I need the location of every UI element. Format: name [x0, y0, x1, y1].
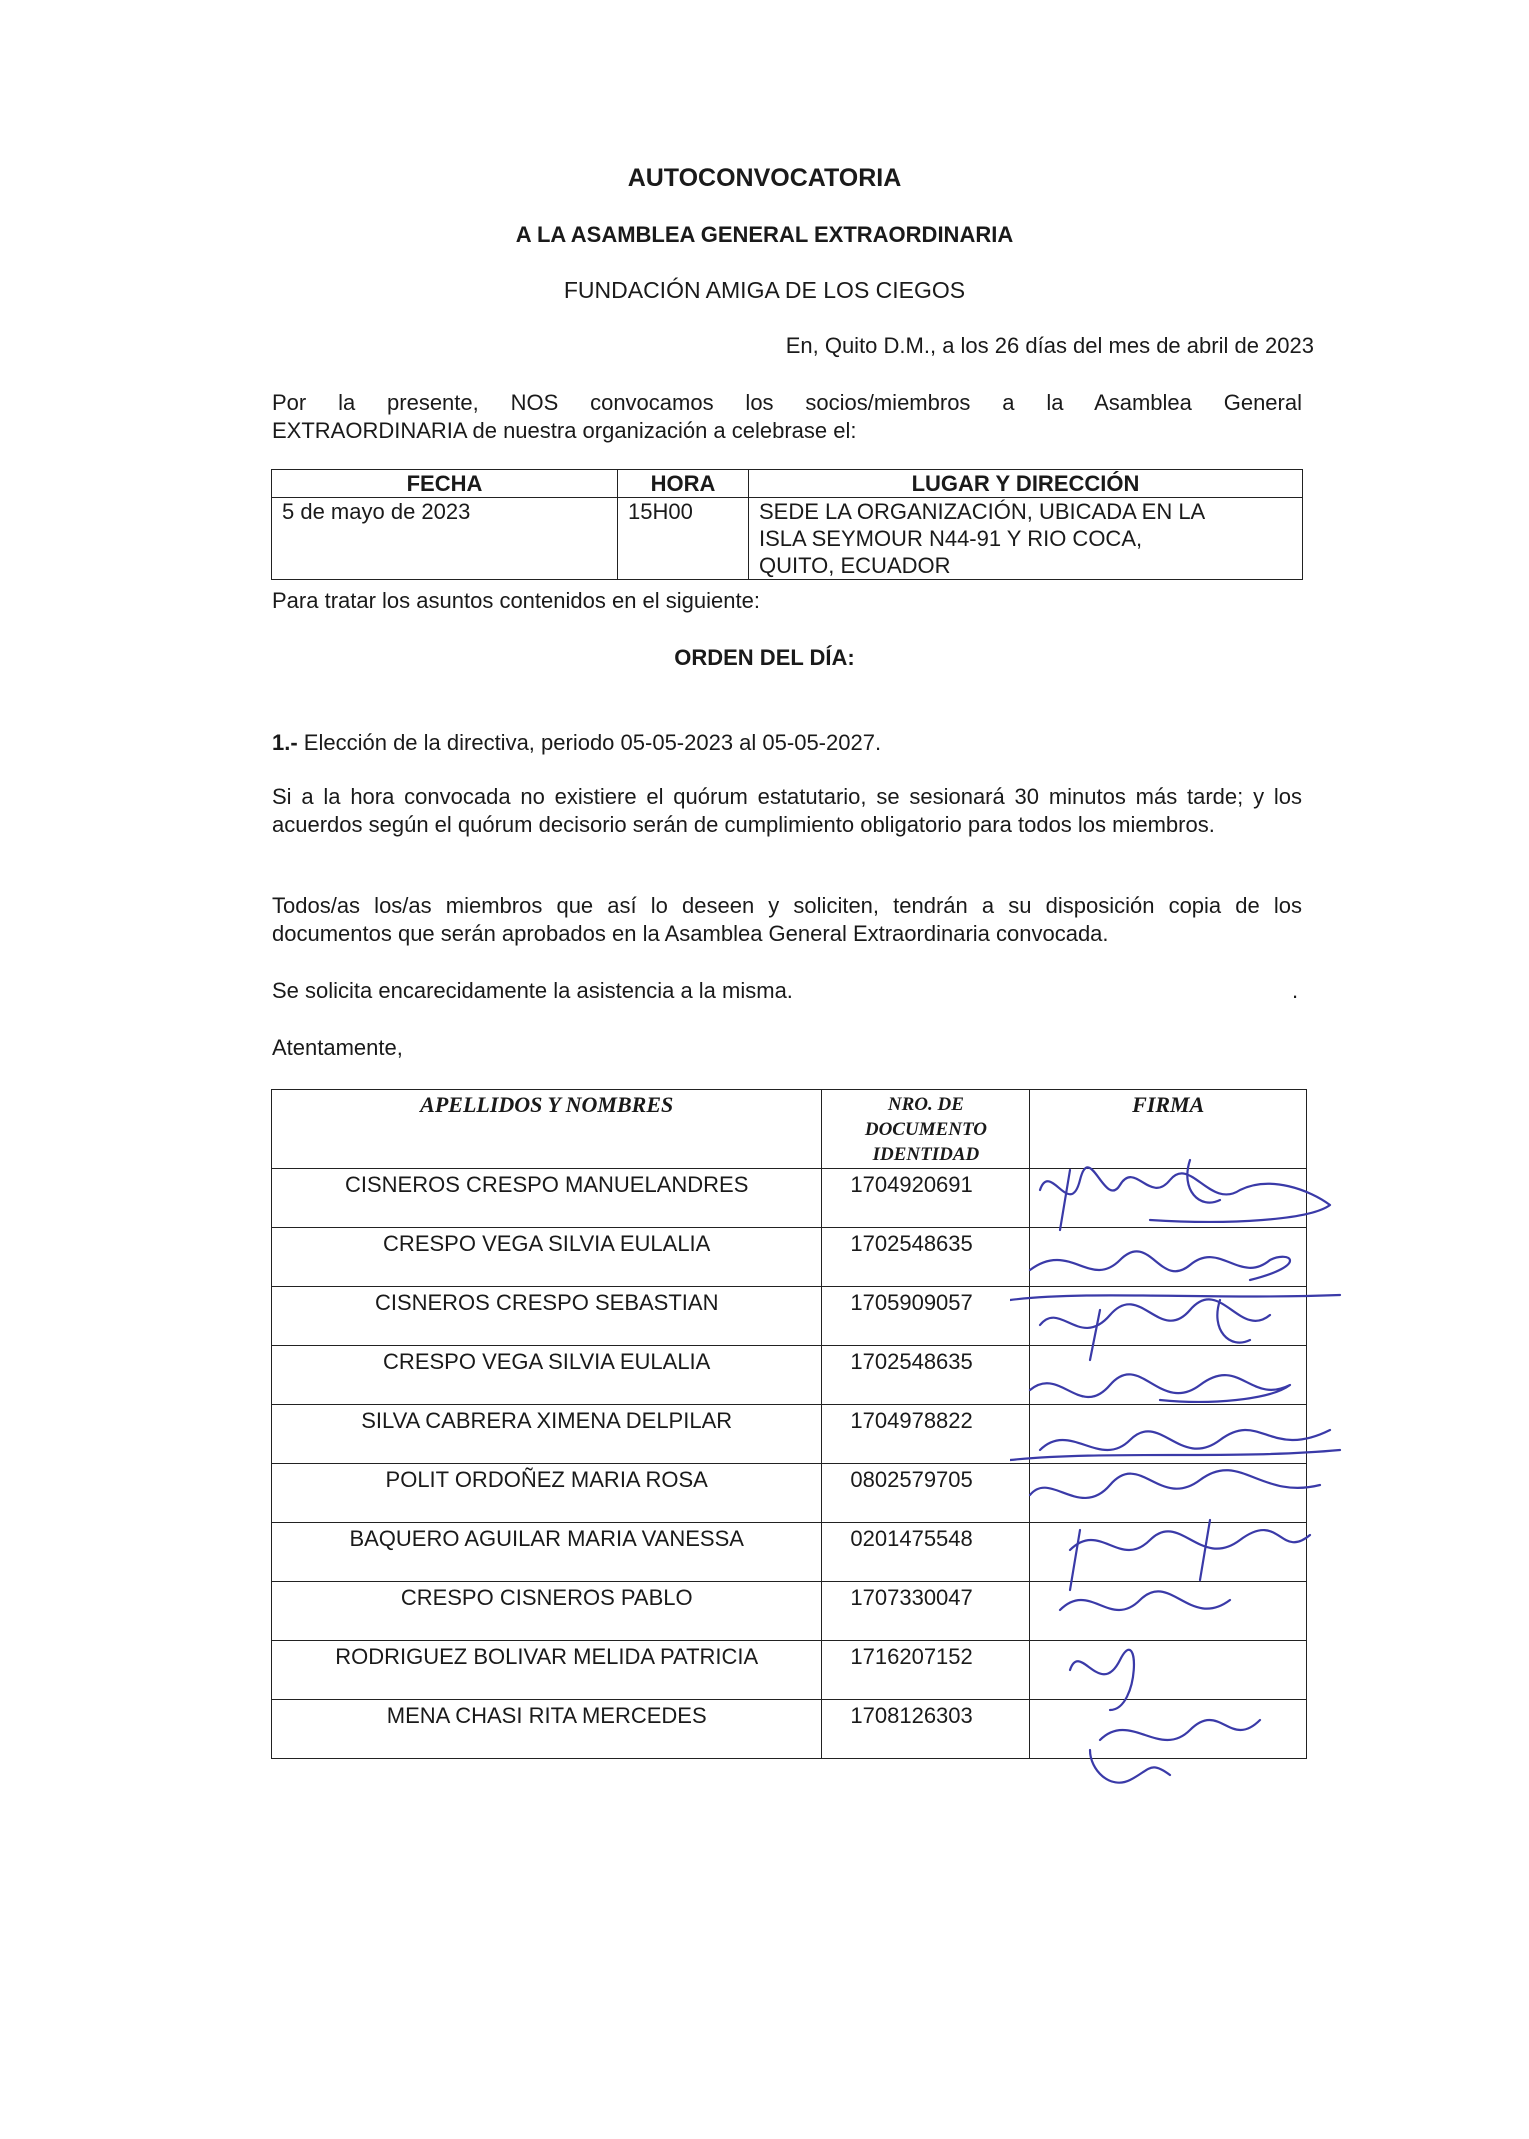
- member-doc: 1716207152: [822, 1641, 1030, 1700]
- member-name: BAQUERO AGUILAR MARIA VANESSA: [272, 1523, 822, 1582]
- header-doc-line-2: DOCUMENTO: [864, 1119, 987, 1140]
- member-name: CISNEROS CRESPO MANUELANDRES: [272, 1169, 822, 1228]
- meeting-lugar: [749, 498, 1303, 580]
- agenda-item-1: [272, 730, 881, 756]
- lugar-line-2: ISLA SEYMOUR N44-91 Y RIO COCA,: [759, 526, 1143, 551]
- document-title: AUTOCONVOCATORIA: [627, 164, 902, 192]
- header-firma: FIRMA: [1030, 1090, 1307, 1169]
- member-name: MENA CHASI RITA MERCEDES: [272, 1700, 822, 1759]
- header-fecha: FECHA: [272, 470, 618, 498]
- meeting-hora: 15H00: [618, 498, 749, 580]
- lugar-line-3: QUITO, ECUADOR: [759, 553, 951, 578]
- closing-salutation: Atentamente,: [272, 1035, 403, 1060]
- agenda-heading: ORDEN DEL DÍA:: [674, 645, 855, 670]
- intro-line-1: Por la presente, NOS convocamos los socios/miembros a la Asamblea General: [272, 390, 1302, 415]
- member-doc: 0802579705: [822, 1464, 1030, 1523]
- handwritten-signatures-icon: [1010, 1150, 1350, 1790]
- documents-paragraph: Todos/as los/as miembros que así lo deseen y soliciten, tendrán a su disposición copia de los documentos que serán aprobados en la Asamblea General Extraordinaria convocada.: [272, 893, 1302, 946]
- member-doc: 1705909057: [822, 1287, 1030, 1346]
- header-names: APELLIDOS Y NOMBRES: [272, 1090, 822, 1169]
- organization-name: FUNDACIÓN AMIGA DE LOS CIEGOS: [563, 277, 966, 303]
- member-doc: 1707330047: [822, 1582, 1030, 1641]
- meeting-table-header: [272, 470, 1303, 498]
- intro-paragraph: [272, 389, 1302, 445]
- member-name: CISNEROS CRESPO SEBASTIAN: [272, 1287, 822, 1346]
- member-doc: 0201475548: [822, 1523, 1030, 1582]
- member-name: SILVA CABRERA XIMENA DELPILAR: [272, 1405, 822, 1464]
- agenda-lead-in: Para tratar los asuntos contenidos en el siguiente:: [272, 588, 760, 613]
- attendance-request: Se solicita encarecidamente la asistencia a la misma.: [272, 978, 793, 1003]
- stray-dot: .: [1292, 978, 1299, 1003]
- document-subtitle: A LA ASAMBLEA GENERAL EXTRAORDINARIA: [515, 222, 1014, 247]
- member-name: CRESPO VEGA SILVIA EULALIA: [272, 1346, 822, 1405]
- header-doc-line-3: IDENTIDAD: [872, 1144, 980, 1165]
- member-doc: 1702548635: [822, 1346, 1030, 1405]
- member-name: RODRIGUEZ BOLIVAR MELIDA PATRICIA: [272, 1641, 822, 1700]
- quorum-paragraph: Si a la hora convocada no existiere el quórum estatutario, se sesionará 30 minutos más tarde; y los acuerdos según el quórum decisorio serán de cumplimiento obligatorio para todos los miembros.: [272, 784, 1302, 837]
- agenda-item-1-number: 1.-: [272, 730, 298, 755]
- meeting-table-row: [272, 498, 1303, 580]
- date-line: En, Quito D.M., a los 26 días del mes de abril de 2023: [785, 333, 1314, 358]
- member-name: CRESPO CISNEROS PABLO: [272, 1582, 822, 1641]
- member-doc: 1704920691: [822, 1169, 1030, 1228]
- header-doc-line-1: NRO. DE: [887, 1094, 964, 1115]
- member-name: CRESPO VEGA SILVIA EULALIA: [272, 1228, 822, 1287]
- member-name: POLIT ORDOÑEZ MARIA ROSA: [272, 1464, 822, 1523]
- member-doc: 1702548635: [822, 1228, 1030, 1287]
- header-lugar: LUGAR Y DIRECCIÓN: [749, 470, 1303, 498]
- member-doc: 1708126303: [822, 1700, 1030, 1759]
- lugar-line-1: SEDE LA ORGANIZACIÓN, UBICADA EN LA: [759, 499, 1206, 524]
- meeting-table: [271, 469, 1303, 580]
- member-doc: 1704978822: [822, 1405, 1030, 1464]
- intro-line-2: EXTRAORDINARIA de nuestra organización a celebrase el:: [272, 418, 857, 443]
- header-doc-id: [822, 1090, 1030, 1169]
- meeting-fecha: 5 de mayo de 2023: [272, 498, 618, 580]
- header-hora: HORA: [618, 470, 749, 498]
- agenda-item-1-text: Elección de la directiva, periodo 05-05-2023 al 05-05-2027.: [297, 730, 882, 755]
